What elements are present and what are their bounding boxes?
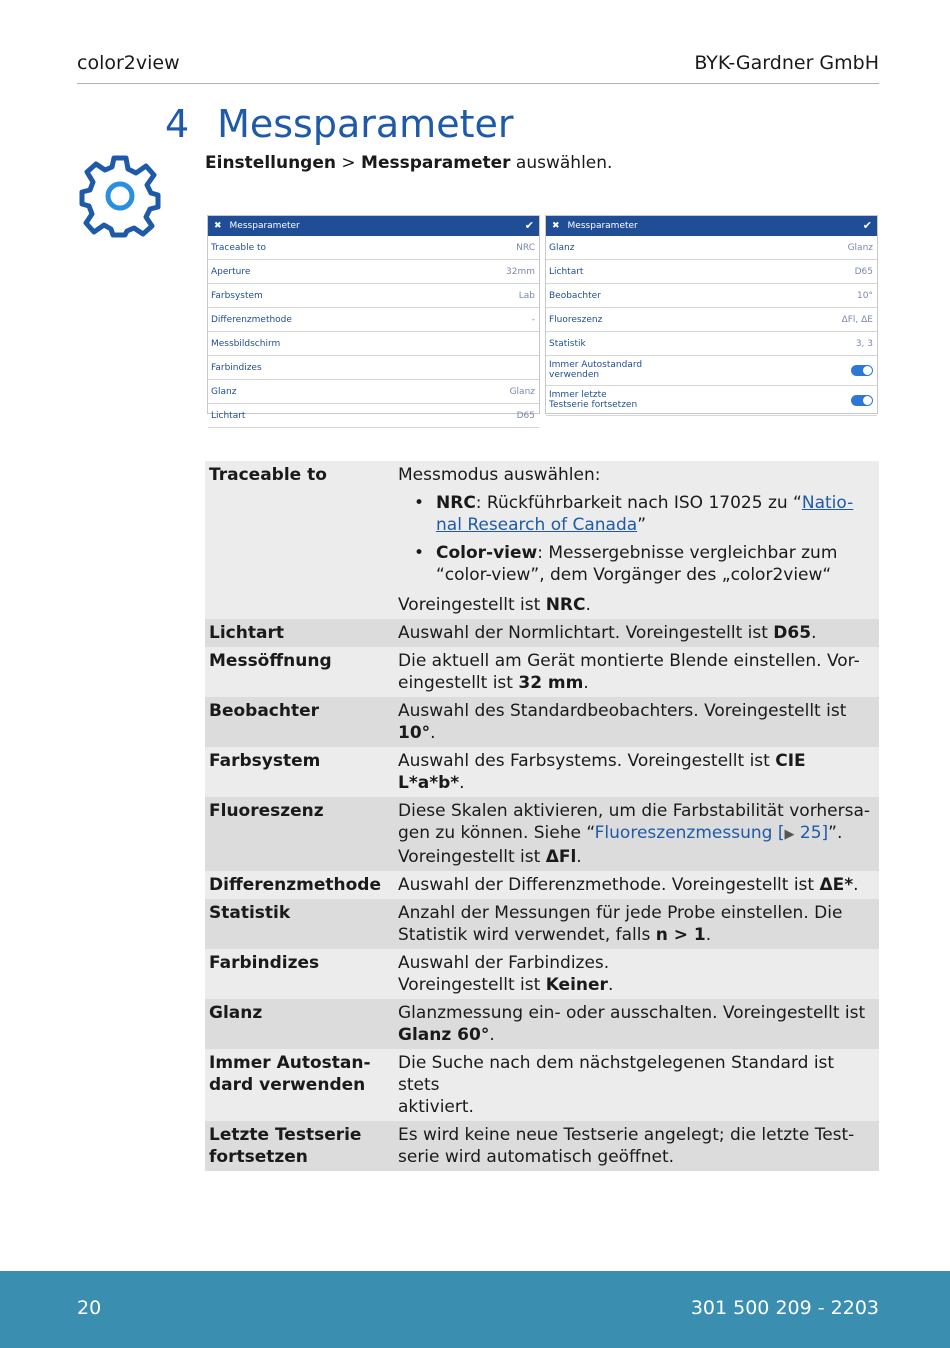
desc-text: . — [705, 925, 712, 945]
chapter-heading — [165, 102, 513, 146]
default-text: . — [585, 595, 591, 615]
table-row — [205, 871, 879, 899]
chapter-number: 4 — [165, 102, 190, 146]
list-item-label: Differenzmethode — [211, 315, 292, 325]
param-description — [394, 949, 879, 999]
default-value: CIE — [775, 751, 806, 771]
param-name: Farbsystem — [205, 747, 394, 797]
list-item[interactable] — [208, 284, 539, 308]
list-item-value: 10° — [857, 291, 873, 301]
desc-text: Die aktuell am Gerät montierte Blende einstellen. Vor- — [398, 651, 860, 671]
app-title: Messparameter — [229, 221, 300, 231]
desc-text: Voreingestellt ist — [398, 847, 546, 867]
app-title: Messparameter — [567, 221, 638, 231]
default-line — [398, 594, 875, 616]
check-icon[interactable]: ✔ — [862, 219, 872, 232]
desc-text: . — [576, 847, 582, 867]
option-text: : Messergebnisse vergleichbar zum — [537, 543, 838, 563]
table-row — [205, 999, 879, 1049]
param-name-part: Letzte Testserie — [209, 1125, 362, 1145]
check-icon[interactable]: ✔ — [524, 219, 534, 232]
instruction-text — [205, 153, 612, 173]
param-name: Fluoreszenz — [205, 797, 394, 871]
table-row — [205, 1049, 879, 1121]
toggle-label: Immer letzte — [549, 390, 607, 400]
nrc-link[interactable]: nal Research of Canada — [436, 515, 638, 535]
chapter-title: Messparameter — [217, 102, 514, 146]
param-name-part: Immer Autostan- — [209, 1053, 371, 1073]
option-name: Color-view — [436, 543, 538, 563]
desc-text: eingestellt ist — [398, 673, 519, 693]
list-item-value: Glanz — [509, 387, 535, 397]
option-text: “color-view”, dem Vorgänger des „color2view“ — [436, 565, 832, 585]
list-item-label: Aperture — [211, 267, 251, 277]
instruction-rest: auswählen. — [510, 153, 613, 173]
list-item-value: Glanz — [847, 243, 873, 253]
list-item-value: D65 — [516, 411, 535, 421]
list-item[interactable] — [546, 308, 877, 332]
list-item-value: 32mm — [506, 267, 535, 277]
list-item[interactable] — [208, 332, 539, 356]
list-item[interactable] — [208, 308, 539, 332]
autostandard-toggle[interactable] — [851, 365, 873, 376]
list-item[interactable] — [208, 380, 539, 404]
document-number: 301 500 209 - 2203 — [690, 1297, 879, 1319]
list-item[interactable] — [546, 284, 877, 308]
param-description — [394, 999, 879, 1049]
table-row — [205, 461, 879, 619]
list-item-label: Lichtart — [211, 411, 246, 421]
desc-text: . — [489, 1025, 495, 1045]
list-item-label: Farbindizes — [211, 363, 262, 373]
header-product: color2view — [77, 52, 180, 74]
desc-text: Auswahl der Differenzmethode. Voreingestellt ist — [398, 875, 820, 895]
desc-text: Diese Skalen aktivieren, um die Farbstabilität vorhersa- — [398, 801, 871, 821]
menu-path-params: Messparameter — [361, 153, 511, 173]
param-name-part: dard verwenden — [209, 1075, 366, 1095]
default-value: Keiner — [545, 975, 608, 995]
list-item-label: Messbildschirm — [211, 339, 281, 349]
param-name: Farbindizes — [205, 949, 394, 999]
desc-text: Auswahl des Farbsystems. Voreingestellt ist — [398, 751, 776, 771]
option-text: : Rückführbarkeit nach ISO 17025 zu “ — [475, 493, 802, 513]
table-row — [205, 647, 879, 697]
default-value: L*a*b* — [398, 773, 460, 793]
desc-text: . — [583, 673, 589, 693]
param-description — [394, 697, 879, 747]
last-series-toggle[interactable] — [851, 395, 873, 406]
table-row — [205, 797, 879, 871]
screenshot-left — [207, 215, 540, 421]
default-value: Glanz 60° — [398, 1025, 490, 1045]
param-intro: Messmodus auswählen: — [398, 465, 601, 485]
toggle-label: verwenden — [549, 370, 600, 380]
desc-text: . — [811, 623, 817, 643]
param-description — [394, 871, 879, 899]
page-header — [77, 52, 879, 84]
desc-text: aktiviert. — [398, 1097, 474, 1117]
desc-text: . — [607, 975, 614, 995]
list-item[interactable] — [546, 236, 877, 260]
xref-text: Fluoreszenzmessung [ — [594, 823, 785, 843]
list-item-label: Beobachter — [549, 291, 601, 301]
table-row — [205, 619, 879, 647]
param-description — [394, 797, 879, 871]
desc-text: ”. — [828, 823, 843, 843]
toggle-label: Immer Autostandard — [549, 360, 643, 370]
table-row — [205, 899, 879, 949]
close-icon[interactable]: ✖ — [552, 221, 560, 231]
toggle-row-last-series — [546, 386, 877, 416]
default-value: D65 — [773, 623, 812, 643]
nrc-link[interactable]: Natio- — [801, 493, 854, 513]
param-description — [394, 747, 879, 797]
list-item-label: Glanz — [549, 243, 575, 253]
desc-text: gen zu können. Siehe “ — [398, 823, 595, 843]
list-item-value: Lab — [518, 291, 535, 301]
option-text: ” — [637, 515, 646, 535]
list-item-label: Fluoreszenz — [549, 315, 603, 325]
list-item — [398, 542, 875, 586]
desc-text: Glanzmessung ein- oder ausschalten. Voreingestellt ist — [398, 1003, 866, 1023]
app-title-bar — [208, 216, 539, 236]
desc-text: . — [459, 773, 465, 793]
list-item-value: - — [531, 315, 535, 325]
table-row — [205, 697, 879, 747]
desc-text: serie wird automatisch geöffnet. — [398, 1147, 675, 1167]
param-description — [394, 647, 879, 697]
option-name: NRC — [436, 493, 476, 513]
screenshot-right — [545, 215, 878, 414]
default-value: n > 1 — [655, 925, 706, 945]
param-description — [394, 1049, 879, 1121]
desc-text: Auswahl des Standardbeobachters. Voreingestellt ist — [398, 701, 847, 721]
list-item-label: Statistik — [549, 339, 586, 349]
app-title-bar — [546, 216, 877, 236]
list-item-value: D65 — [854, 267, 873, 277]
option-list — [398, 492, 875, 586]
desc-text: Voreingestellt ist — [398, 975, 546, 995]
table-row — [205, 949, 879, 999]
param-name: Messöffnung — [205, 647, 394, 697]
param-description — [394, 899, 879, 949]
list-item[interactable] — [208, 356, 539, 380]
param-description — [394, 619, 879, 647]
page-number: 20 — [77, 1297, 102, 1319]
header-company: BYK-Gardner GmbH — [694, 52, 879, 74]
xref-page: 25] — [794, 823, 829, 843]
list-item[interactable] — [208, 260, 539, 284]
table-row — [205, 1121, 879, 1171]
list-item-value: NRC — [516, 243, 535, 253]
param-name — [205, 1121, 394, 1171]
desc-text: Auswahl der Normlichtart. Voreingestellt ist — [398, 623, 774, 643]
default-value: 10° — [398, 723, 431, 743]
menu-path-settings: Einstellungen — [205, 153, 336, 173]
fluoreszenz-xref-link[interactable] — [595, 823, 828, 843]
menu-path-separator: > — [335, 153, 362, 173]
default-value: NRC — [545, 595, 586, 615]
param-name: Traceable to — [205, 461, 394, 619]
desc-text: . — [853, 875, 859, 895]
table-row — [205, 747, 879, 797]
param-name: Differenzmethode — [205, 871, 394, 899]
param-name: Glanz — [205, 999, 394, 1049]
list-item-label: Traceable to — [211, 243, 267, 253]
param-description — [394, 1121, 879, 1171]
gear-icon — [80, 155, 160, 237]
list-item[interactable] — [208, 404, 539, 428]
list-item-label: Lichtart — [549, 267, 584, 277]
param-name-part: fortsetzen — [209, 1147, 308, 1167]
desc-text: . — [430, 723, 436, 743]
close-icon[interactable]: ✖ — [214, 221, 222, 231]
list-item[interactable] — [208, 236, 539, 260]
desc-text: Anzahl der Messungen für jede Probe einstellen. Die — [398, 903, 843, 923]
toggle-row-autostandard — [546, 356, 877, 386]
default-text: Voreingestellt ist — [398, 595, 546, 615]
list-item[interactable] — [546, 332, 877, 356]
toggle-label: Testserie fortsetzen — [549, 400, 638, 410]
param-name: Beobachter — [205, 697, 394, 747]
play-icon: ▶ — [784, 827, 795, 842]
param-name: Statistik — [205, 899, 394, 949]
list-item[interactable] — [546, 260, 877, 284]
list-item-label: Farbsystem — [211, 291, 263, 301]
list-item-value: ΔFl, ΔE — [841, 315, 873, 325]
parameter-table — [205, 461, 879, 1171]
desc-text: Statistik wird verwendet, falls — [398, 925, 656, 945]
desc-text: Auswahl der Farbindizes. — [398, 953, 610, 973]
desc-text: Die Suche nach dem nächstgelegenen Standard ist stets — [398, 1053, 835, 1095]
param-name: Lichtart — [205, 619, 394, 647]
default-value: ΔFl — [545, 847, 577, 867]
default-value: ΔE* — [819, 875, 854, 895]
desc-text: Es wird keine neue Testserie angelegt; die letzte Test- — [398, 1125, 855, 1145]
list-item-value: 3, 3 — [855, 339, 873, 349]
page-footer — [0, 1271, 950, 1348]
param-description — [394, 461, 879, 619]
param-name — [205, 1049, 394, 1121]
default-value: 32 mm — [518, 673, 584, 693]
list-item — [398, 492, 875, 536]
list-item-label: Glanz — [211, 387, 237, 397]
